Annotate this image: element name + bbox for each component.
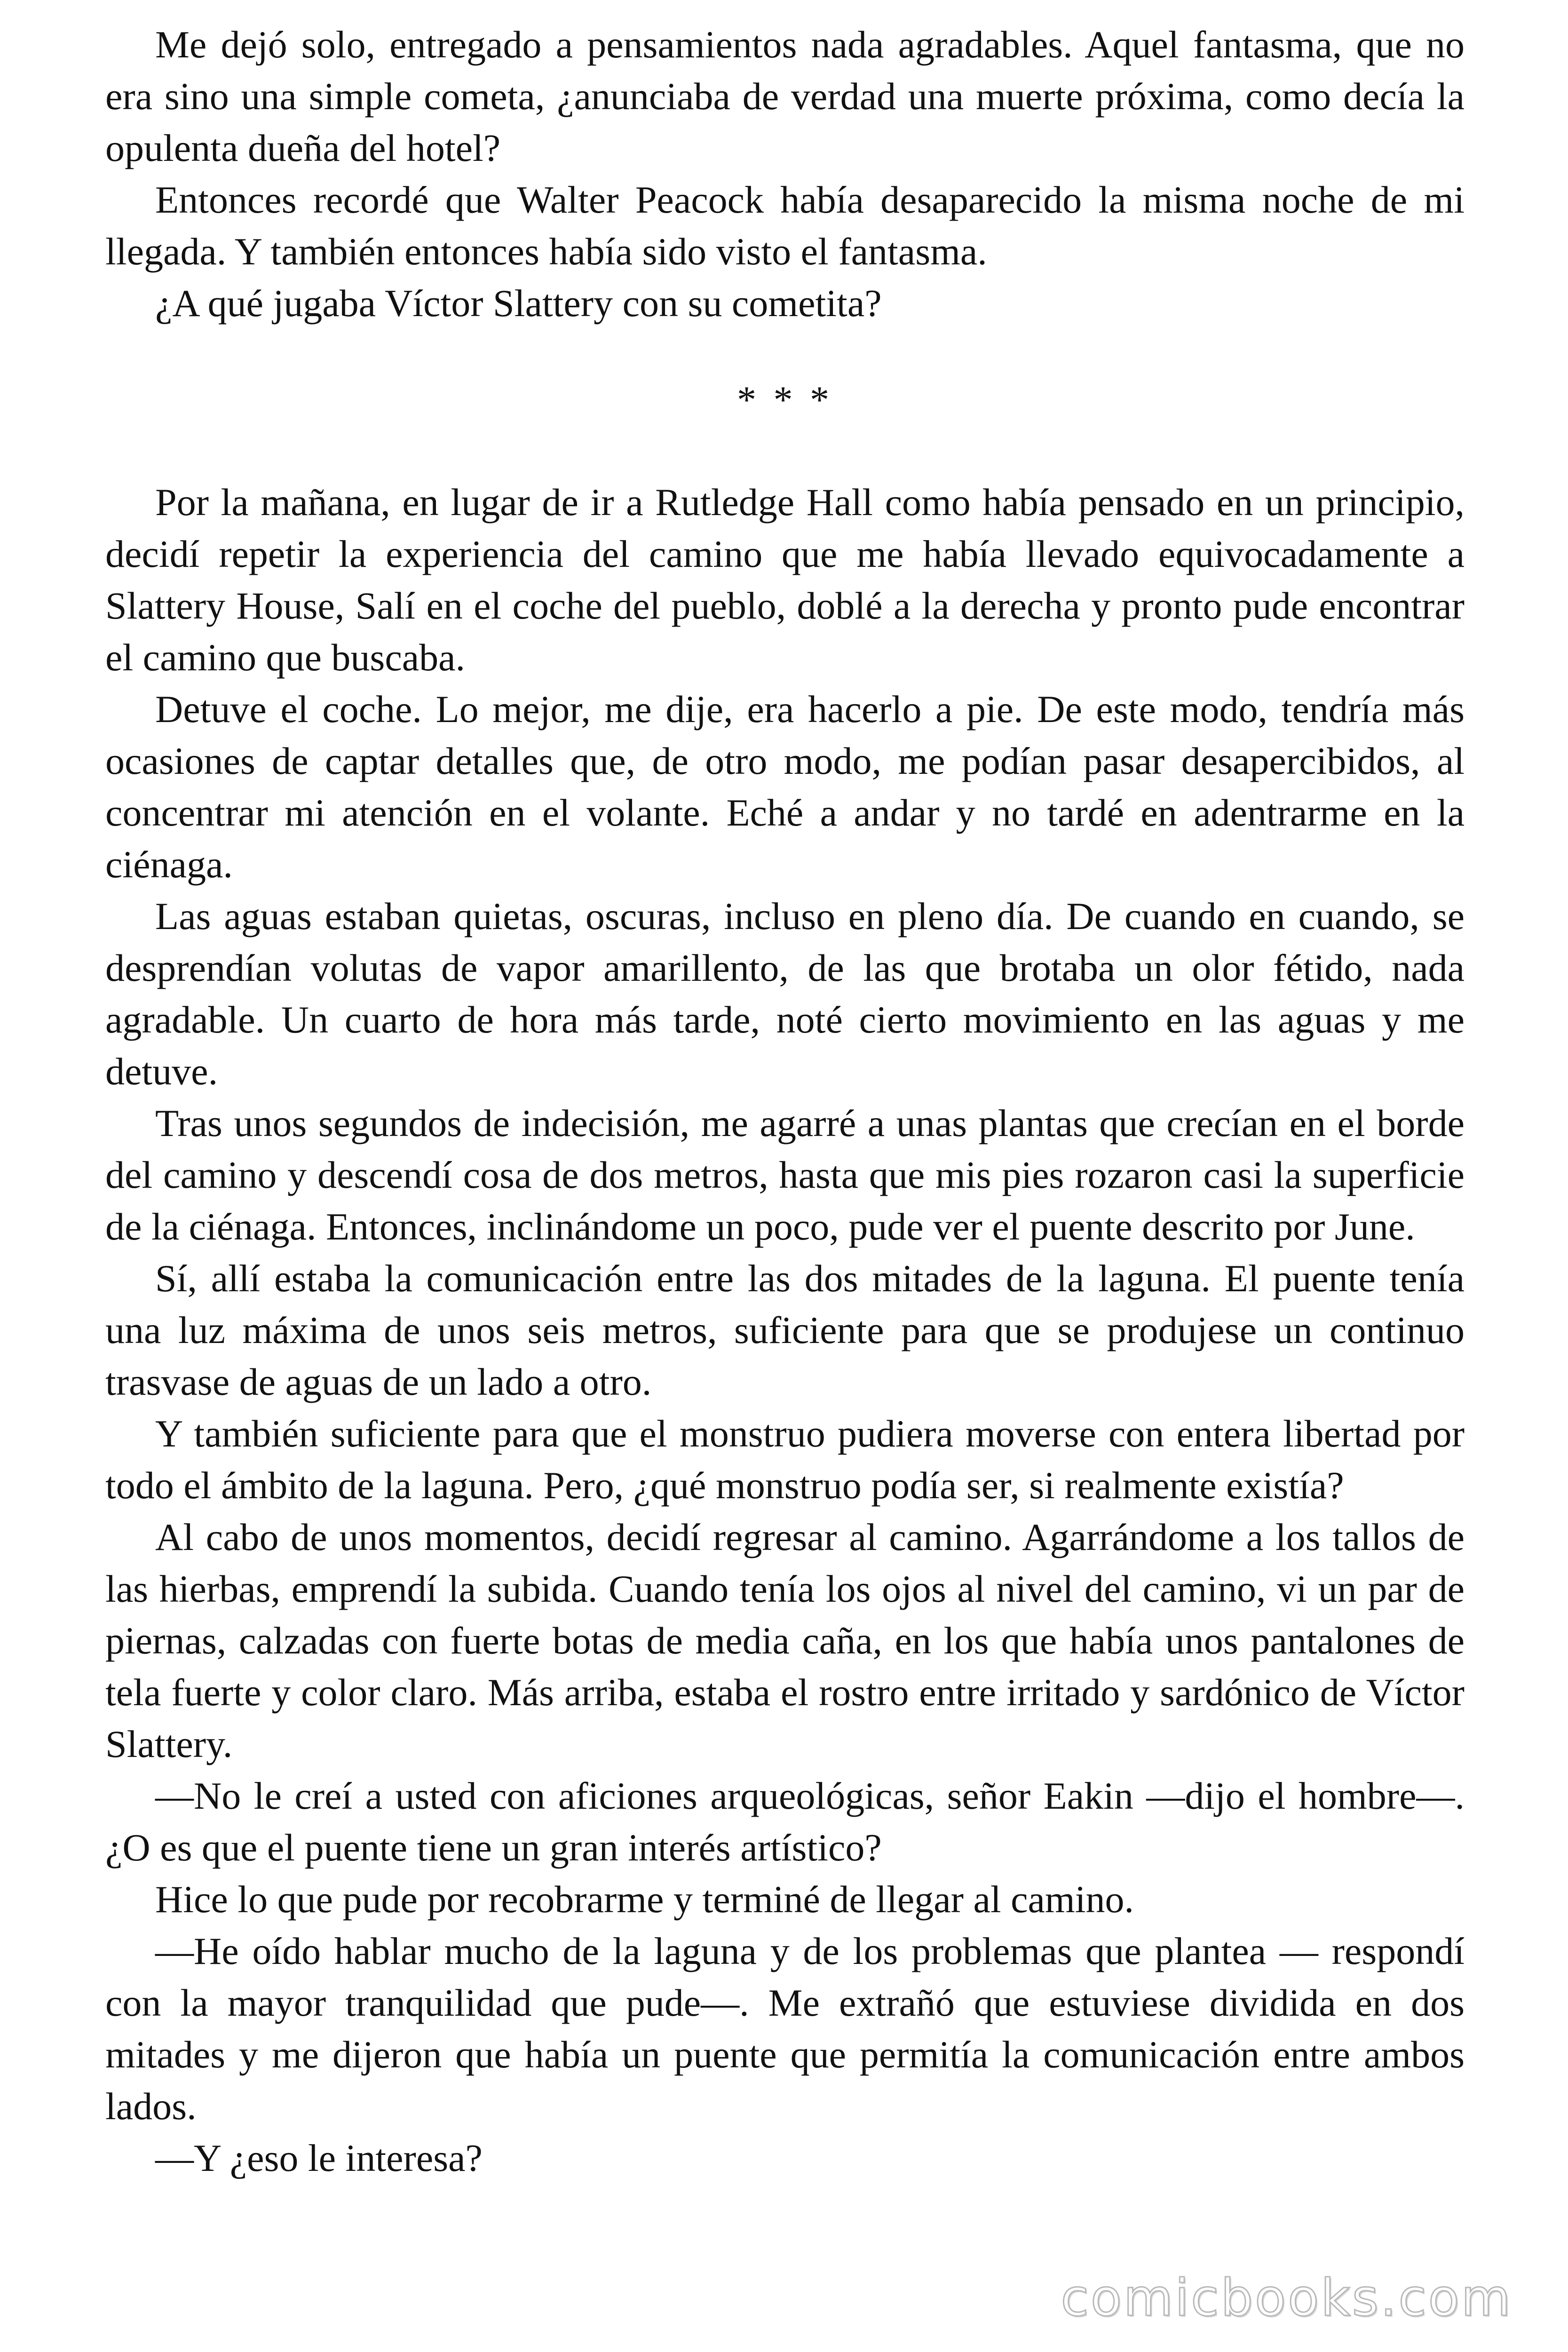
watermark: comicbooks.com [1061, 2269, 1513, 2328]
paragraph: —No le creí a usted con aficiones arqueológicas, señor Eakin —dijo el hombre—. ¿O es que el puente tiene un gran interés artístico? [105, 1774, 1465, 1869]
paragraph: —Y ¿eso le interesa? [155, 2137, 483, 2179]
paragraph: Hice lo que pude por recobrarme y terminé de llegar al camino. [155, 1878, 1134, 1921]
paragraph: Y también suficiente para que el monstruo pudiera moverse con entera libertad por todo el ámbito de la laguna. Pero, ¿qué monstruo podía ser, si realmente existía? [105, 1412, 1465, 1507]
paragraph: —He oído hablar mucho de la laguna y de los problemas que plantea — respondí con la mayor tranquilidad que pude—. Me extrañó que estuviese dividida en dos mitades y me dijeron que había un puente que permitía la comunicación entre ambos lados. [105, 1930, 1465, 2128]
paragraph: ¿A qué jugaba Víctor Slattery con su cometita? [155, 282, 882, 325]
paragraph: Tras unos segundos de indecisión, me agarré a unas plantas que crecían en el borde del camino y descendí cosa de dos metros, hasta que mis pies rozaron casi la superficie de la ciénaga. Entonces, inclinándome un poco, pude ver el puente descrito por June. [105, 1102, 1465, 1248]
paragraph: Por la mañana, en lugar de ir a Rutledge Hall como había pensado en un principio, decidí repetir la experiencia del camino que me había llevado equivocadamente a Slattery House, Salí en el coche del pueblo, doblé a la derecha y pronto pude encontrar el camino que buscaba. [105, 481, 1465, 679]
section-separator: * * * [737, 378, 833, 421]
paragraph: Entonces recordé que Walter Peacock había desaparecido la misma noche de mi llegada. Y también entonces había sido visto el fantasma. [105, 178, 1465, 273]
text-section-2 [105, 477, 1465, 2184]
paragraph: Al cabo de unos momentos, decidí regresar al camino. Agarrándome a los tallos de las hierbas, emprendí la subida. Cuando tenía los ojos al nivel del camino, vi un par de piernas, calzadas con fuerte botas de media caña, en los que había unos pantalones de tela fuerte y color claro. Más arriba, estaba el rostro entre irritado y sardónico de Víctor Slattery. [105, 1516, 1465, 1765]
paragraph: Me dejó solo, entregado a pensamientos nada agradables. Aquel fantasma, que no era sino una simple cometa, ¿anunciaba de verdad una muerte próxima, como decía la opulenta dueña del hotel? [105, 23, 1465, 169]
text-section-1 [105, 19, 1465, 329]
paragraph: Sí, allí estaba la comunicación entre las dos mitades de la laguna. El puente tenía una luz máxima de unos seis metros, suficiente para que se produjese un continuo trasvase de aguas de un lado a otro. [105, 1257, 1465, 1403]
paragraph: Detuve el coche. Lo mejor, me dije, era hacerlo a pie. De este modo, tendría más ocasiones de captar detalles que, de otro modo, me podían pasar desapercibidos, al concentrar mi atención en el volante. Eché a andar y no tardé en adentrarme en la ciénaga. [105, 688, 1465, 886]
book-page [105, 19, 1465, 2184]
paragraph: Las aguas estaban quietas, oscuras, incluso en pleno día. De cuando en cuando, se desprendían volutas de vapor amarillento, de las que brotaba un olor fétido, nada agradable. Un cuarto de hora más tarde, noté cierto movimiento en las aguas y me detuve. [105, 895, 1465, 1093]
